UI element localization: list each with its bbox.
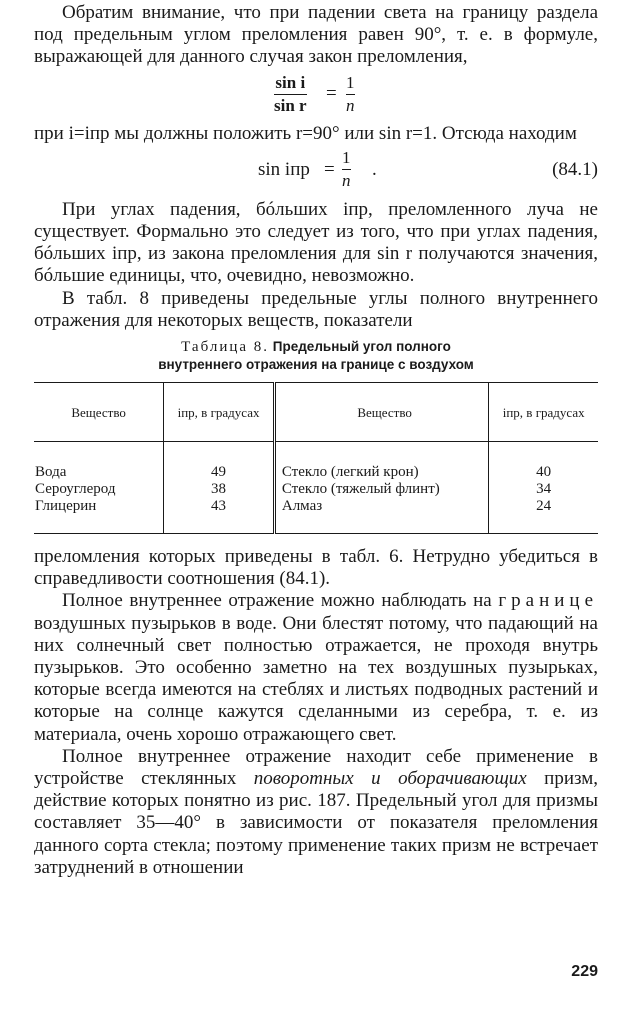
formula2-left: sin iпр: [258, 158, 310, 180]
right-substances-cell: [274, 442, 489, 534]
table-cell: Алмаз: [281, 498, 323, 515]
formula1-right-denominator: n: [346, 95, 355, 115]
table-critical-angles: [34, 382, 598, 534]
table-cell: 34: [536, 481, 552, 498]
table-cell: Глицерин: [35, 498, 97, 515]
table-cell: 40: [536, 464, 552, 481]
fraction-bar: [274, 94, 307, 95]
paragraph-4: преломления которых приведены в табл. 6. Нетрудно убедиться в справедливости соотношения (84.1).: [34, 546, 598, 590]
table-cell: Стекло (легкий крон): [281, 464, 419, 481]
page-number: 229: [571, 963, 598, 980]
formula1-fraction-left: [274, 73, 307, 116]
table-cell: 24: [536, 498, 552, 515]
header-substance-right: Вещество: [274, 383, 489, 442]
paragraph-2: При углах падения, бóльших iпр, преломленного луча не существует. Формально это следует из того, что при углах падения, бóльших iпр, из закона преломления для sin r получаются значения, бóльшие единицы, что, очевидно, невозможно.: [34, 198, 598, 287]
right-values-cell: [489, 442, 598, 534]
table-cell: 49: [211, 464, 227, 481]
table-cell: Вода: [35, 464, 67, 481]
table-caption-text-1: Предельный угол полного: [272, 339, 451, 355]
paragraph-6: [34, 746, 598, 879]
table-caption: [34, 338, 598, 374]
left-values-cell: [164, 442, 275, 534]
paragraph-6-italic: поворотных и оборачивающих: [253, 768, 527, 790]
formula2-fraction: [342, 148, 351, 191]
paragraph-5-start: Полное внутреннее отражение можно наблюдать на: [62, 590, 492, 612]
table-cell: Сероуглерод: [35, 481, 116, 498]
formula2-denominator: n: [342, 170, 351, 190]
table-cell: 38: [211, 481, 227, 498]
formula1-right-numerator: 1: [346, 72, 355, 92]
formula1-denominator: sin r: [274, 95, 307, 115]
table-row: [34, 442, 598, 534]
formula2-numerator: 1: [342, 147, 351, 167]
paragraph-5-emphasis: границе: [498, 590, 599, 612]
paragraph-5: [34, 590, 598, 745]
table-cell: 43: [211, 498, 227, 515]
paragraph-1-continuation: при i=iпр мы должны положить r=90° или sin r=1. Отсюда находим: [34, 122, 577, 144]
header-substance-left: Вещество: [34, 383, 164, 442]
formula-84-1: [34, 145, 598, 195]
formula2-period: .: [372, 158, 377, 180]
table-cell: Стекло (тяжелый флинт): [281, 481, 440, 498]
paragraph-5-rest: воздушных пузырьков в воде. Они блестят потому, что падающий на них солнечный свет полностью отражается, не проходя внутрь пузырьков. Это особенно заметно на тех воздушных пузырьках, которые всегда имеются на стеблях и листьях подводных растений и которые на солнце кажутся сделанными из серебра, т. е. из материала, очень хорошо отражающего свет.: [34, 612, 598, 745]
formula2-equals: =: [324, 158, 335, 180]
header-angle-right: iпр, в градусах: [489, 383, 598, 442]
formula1-numerator: sin i: [275, 72, 306, 92]
paragraph-6-rest: призм, действие которых понятно из рис. 187. Предельный угол для призмы составляет 35—40° в зависимости от показателя преломления данного сорта стекла; поэтому применение таких призм не встречает затруднений в отношении: [34, 768, 599, 878]
fraction-bar: [342, 169, 351, 170]
header-angle-left: iпр, в градусах: [164, 383, 275, 442]
formula1-equals: =: [326, 82, 337, 104]
paragraph-1-intro: Обратим внимание, что при падении света на границу раздела под предельным углом преломления равен 90°, т. е. в формуле, выражающей для данного случая закон преломления,: [34, 2, 598, 68]
table-header-row: [34, 383, 598, 442]
formula-refraction-law: [34, 69, 598, 123]
equation-number: (84.1): [552, 158, 598, 180]
paragraph-6-start: Полное внутреннее отражение находит себе применение в устройстве стеклянных: [34, 745, 598, 790]
page-body: [34, 0, 598, 879]
table-caption-text-2: внутреннего отражения на границе с воздухом: [158, 357, 474, 373]
paragraph-3: В табл. 8 приведены предельные углы полного внутреннего отражения для некоторых веществ, показатели: [34, 287, 598, 331]
formula1-fraction-right: [346, 73, 355, 116]
fraction-bar: [346, 94, 355, 95]
table-caption-lead: Таблица 8.: [181, 339, 270, 356]
left-substances-cell: [34, 442, 164, 534]
